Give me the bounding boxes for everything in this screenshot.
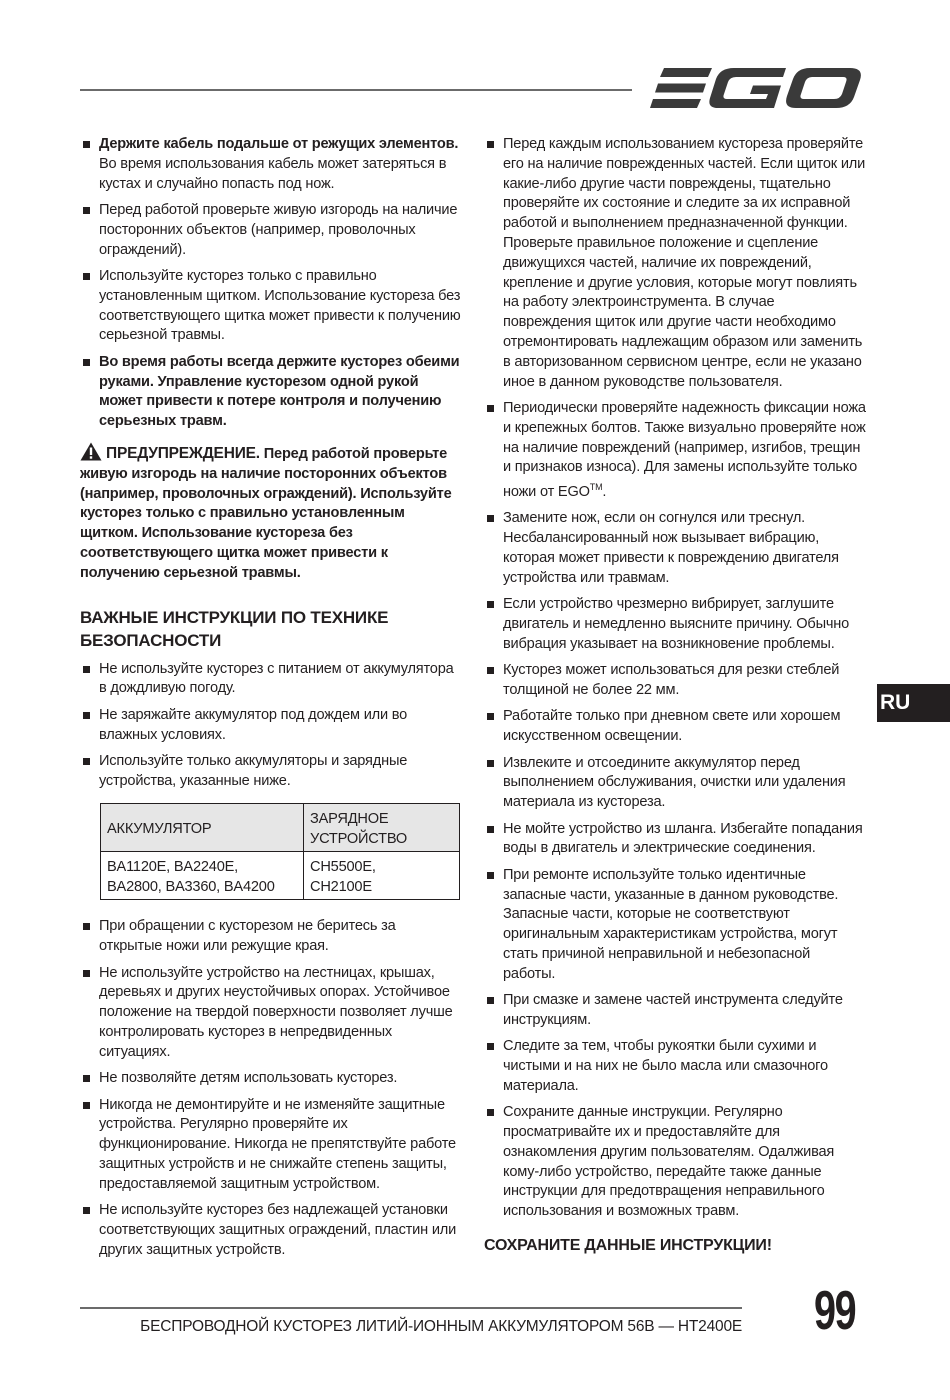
warning-label: ПРЕДУПРЕЖДЕНИЕ. <box>106 444 260 462</box>
header-rule <box>80 89 632 91</box>
list-item: Сохраните данные инструкции. Регулярно просматривайте их и предоставляйте для ознакомления другим пользователям. Одалживая кому-либо устройство, передайте также данные инструкции для предотвращения неправильного использования и возможных травм. <box>484 1103 866 1222</box>
table-cell-chargers: CH5500E, CH2100E <box>304 852 460 900</box>
safety-list-top <box>80 135 462 432</box>
footer-rule <box>80 1307 742 1309</box>
list-item: Не позволяйте детям использовать кусторез. <box>80 1069 462 1089</box>
ego-logo <box>650 64 862 112</box>
save-instructions-heading: СОХРАНИТЕ ДАННЫЕ ИНСТРУКЦИИ! <box>484 1237 772 1255</box>
section-heading: ВАЖНЫЕ ИНСТРУКЦИИ ПО ТЕХНИКЕ БЕЗОПАСНОСТИ <box>80 607 389 650</box>
table-header-battery: АККУМУЛЯТОР <box>101 804 304 852</box>
list-item: Если устройство чрезмерно вибрирует, заглушите двигатель и немедленно выясните причину. Обычно вибрация указывает на возникновение проблемы. <box>484 595 866 654</box>
page-number: 99 <box>814 1279 856 1341</box>
list-item: Не мойте устройство из шланга. Избегайте попадания воды в двигатель и электрические соединения. <box>484 820 866 860</box>
footer-product-title: БЕСПРОВОДНОЙ КУСТОРЕЗ ЛИТИЙ-ИОННЫМ АККУМУЛЯТОРОМ 56В — HT2400E <box>140 1318 742 1335</box>
warning-block <box>80 442 462 584</box>
warning-triangle-icon <box>80 442 102 461</box>
list-item: Следите за тем, чтобы рукоятки были сухими и чистыми и на них не было масла или смазочного материала. <box>484 1037 866 1096</box>
list-item: Кусторез может использоваться для резки стеблей толщиной не более 22 мм. <box>484 661 866 701</box>
list-item: Замените нож, если он согнулся или треснул. Несбалансированный нож вызывает вибрацию, которая может привести к повреждению двигателя устройства или травмам. <box>484 509 866 588</box>
language-tab: RU <box>877 684 950 722</box>
compatibility-table <box>100 803 460 900</box>
list-item: Никогда не демонтируйте и не изменяйте защитные устройства. Регулярно проверяйте их функционирование. Никогда не препятствуйте работе защитных устройств и не снижайте степень защиты, предоставляемой защитным устройством. <box>80 1096 462 1195</box>
list-item: Перед каждым использованием кустореза проверяйте его на наличие поврежденных частей. Если щиток или какие-либо другие части повреждены, тщательно проверяйте их состояние и следите за их исправной работой и выполнением предназначенной функции. Проверьте правильное положение и сцепление движущихся частей, наличие их повреждений, крепление и другие условия, которые могут повлиять на работу электроинструмента. В случае повреждения щиток или другие части необходимо отремонтировать надлежащим образом или заменить в авторизованном сервисном центре, если не указано иное в данном руководстве пользователя. <box>484 135 866 392</box>
table-header-charger: ЗАРЯДНОЕ УСТРОЙСТВО <box>304 804 460 852</box>
list-item: Извлеките и отсоедините аккумулятор перед выполнением обслуживания, очистки или удаления материала из кустореза. <box>484 754 866 813</box>
list-item: Не используйте кусторез без надлежащей установки соответствующих защитных ограждений, пластин или других защитных устройств. <box>80 1201 462 1260</box>
list-item: Используйте только аккумуляторы и зарядные устройства, указанные ниже. <box>80 752 462 792</box>
left-column <box>80 135 462 1267</box>
list-item: Не используйте устройство на лестницах, крышах, деревьях и других неустойчивых опорах. Устойчивое положение на твердой поверхности позволяет лучше контролировать кусторез в непредвиденных ситуациях. <box>80 964 462 1063</box>
list-item: При обращении с кусторезом не беритесь за открытые ножи или режущие края. <box>80 917 462 957</box>
list-item: При ремонте используйте только идентичные запасные части, указанные в данном руководстве. Запасные части, которые не соответствуют оригинальным характеристикам устройства, могут стать причиной неправильной и небезопасной работы. <box>484 866 866 985</box>
maintenance-list <box>484 135 866 1222</box>
table-cell-batteries: BA1120E, BA2240E, BA2800, BA3360, BA4200 <box>101 852 304 900</box>
safety-list-mid <box>80 660 462 792</box>
list-item: Перед работой проверьте живую изгородь на наличие посторонних объектов (например, проволочных ограждений). <box>80 201 462 260</box>
list-item: Держите кабель подальше от режущих элементов. Во время использования кабель может затеряться в кустах и случайно попасть под нож. <box>80 135 462 194</box>
list-item: Используйте кусторез только с правильно установленным щитком. Использование кустореза без соответствующего щитка может привести к получению серьезной травмы. <box>80 267 462 346</box>
right-column <box>484 135 866 1256</box>
warning-text: Перед работой проверьте живую изгородь на наличие посторонних объектов (например, проволочных ограждений). Используйте кусторез только с правильно установленным щитком. Использование кустореза без соответствующего щитка может привести к получению серьезной травмы. <box>80 445 452 581</box>
list-item: Не используйте кусторез с питанием от аккумулятора в дождливую погоду. <box>80 660 462 700</box>
safety-list-bottom <box>80 917 462 1260</box>
table-row <box>101 852 460 900</box>
list-item: Не заряжайте аккумулятор под дождем или во влажных условиях. <box>80 706 462 746</box>
list-item: При смазке и замене частей инструмента следуйте инструкциям. <box>484 991 866 1031</box>
list-item: Периодически проверяйте надежность фиксации ножа и крепежных болтов. Также визуально проверяйте нож на наличие повреждений (например, изгибов, трещин и признаков износа). Для замены используйте только ножи от EGO™. <box>484 399 866 503</box>
list-item: Во время работы всегда держите кусторез обеими руками. Управление кусторезом одной рукой может привести к потере контроля и получению серьезных травм. <box>80 353 462 432</box>
list-item: Работайте только при дневном свете или хорошем искусственном освещении. <box>484 707 866 747</box>
